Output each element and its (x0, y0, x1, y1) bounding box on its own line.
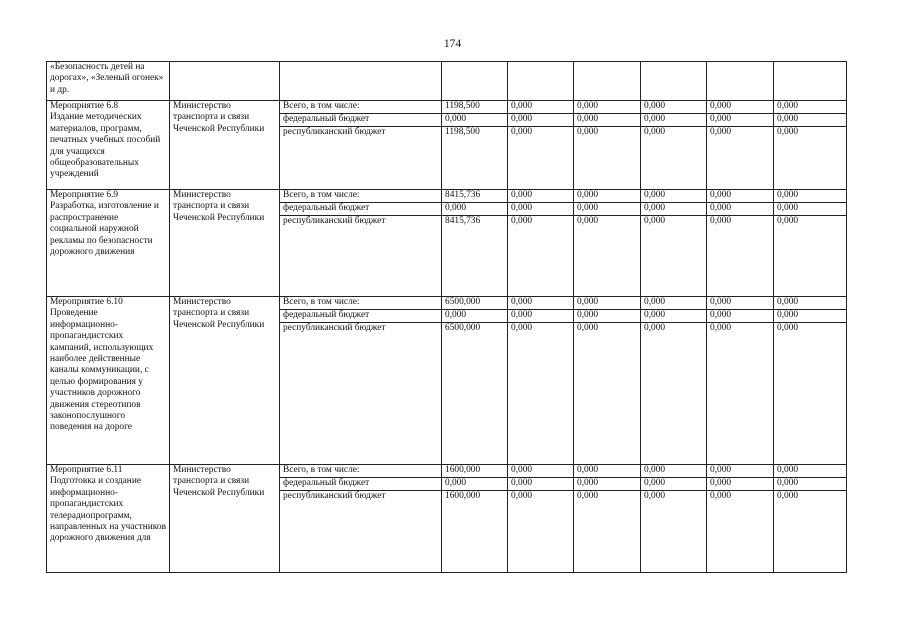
value-cell: 0,000 (508, 478, 574, 491)
value-cell: 0,000 (774, 190, 847, 203)
value-cell: 0,000 (574, 114, 641, 127)
measure-title: Мероприятие 6.10 (50, 297, 123, 307)
funding-source-cell: республиканский бюджет (280, 491, 442, 573)
value-cell: 0,000 (707, 478, 774, 491)
value-cell: 0,000 (641, 491, 707, 573)
value-cell: 1198,500 (442, 101, 508, 114)
funding-source-cell: федеральный бюджет (280, 310, 442, 323)
measure-description: Разработка, изготовление и распространение социальной наружной рекламы по безопасности дорожного движения (50, 201, 159, 258)
measure-description: Издание методических материалов, программ, печатных учебных пособий для учащихся общеобразовательных учреждений (50, 112, 161, 180)
measure-cell (47, 190, 170, 297)
value-cell: 0,000 (574, 203, 641, 216)
measure-cell (47, 101, 170, 190)
value-cell: 0,000 (508, 465, 574, 478)
budget-table (46, 61, 847, 573)
funding-source-cell: Всего, в том числе: (280, 190, 442, 203)
table-row (47, 465, 847, 478)
executor-cell: Министерство транспорта и связи Чеченской Республики (170, 297, 280, 465)
value-cell: 0,000 (707, 203, 774, 216)
value-cell: 0,000 (508, 491, 574, 573)
value-cell (574, 62, 641, 101)
value-cell: 0,000 (574, 216, 641, 297)
value-cell: 0,000 (707, 190, 774, 203)
value-cell: 8415,736 (442, 190, 508, 203)
value-cell: 0,000 (641, 216, 707, 297)
value-cell: 0,000 (774, 491, 847, 573)
funding-source-cell: Всего, в том числе: (280, 101, 442, 114)
value-cell: 0,000 (508, 127, 574, 190)
value-cell: 0,000 (774, 216, 847, 297)
executor-cell (170, 62, 280, 101)
value-cell: 0,000 (508, 297, 574, 310)
value-cell (774, 62, 847, 101)
value-cell: 0,000 (774, 101, 847, 114)
funding-source-cell: федеральный бюджет (280, 114, 442, 127)
funding-source-cell: республиканский бюджет (280, 216, 442, 297)
executor-cell: Министерство транспорта и связи Чеченской Республики (170, 101, 280, 190)
value-cell: 6500,000 (442, 297, 508, 310)
value-cell: 0,000 (574, 297, 641, 310)
value-cell: 0,000 (574, 478, 641, 491)
table-row (47, 62, 847, 101)
value-cell: 0,000 (774, 310, 847, 323)
value-cell: 0,000 (707, 216, 774, 297)
value-cell: 0,000 (574, 323, 641, 465)
value-cell: 0,000 (508, 216, 574, 297)
value-cell: 0,000 (574, 127, 641, 190)
value-cell: 0,000 (442, 203, 508, 216)
value-cell: 0,000 (707, 127, 774, 190)
funding-source-cell: республиканский бюджет (280, 127, 442, 190)
value-cell: 0,000 (641, 203, 707, 216)
value-cell: 0,000 (707, 491, 774, 573)
value-cell: 0,000 (508, 310, 574, 323)
value-cell: 0,000 (774, 203, 847, 216)
value-cell: 8415,736 (442, 216, 508, 297)
measure-cell (47, 297, 170, 465)
executor-cell: Министерство транспорта и связи Чеченской Республики (170, 465, 280, 573)
measure-description-cell: «Безопасность детей на дорогах», «Зеленый огонек» и др. (47, 62, 170, 101)
value-cell: 0,000 (707, 323, 774, 465)
measure-description: Проведение информационно-пропагандистских кампаний, использующих наиболее действенные каналы коммуникации, с целью формирования у участников дорожного движения стереотипов законопослушного поведения на дороге (50, 308, 154, 433)
funding-source-cell: республиканский бюджет (280, 323, 442, 465)
value-cell: 0,000 (641, 190, 707, 203)
value-cell: 0,000 (508, 190, 574, 203)
value-cell: 0,000 (774, 127, 847, 190)
funding-source-cell: федеральный бюджет (280, 203, 442, 216)
value-cell: 0,000 (774, 114, 847, 127)
value-cell: 0,000 (574, 465, 641, 478)
value-cell: 0,000 (574, 190, 641, 203)
value-cell: 0,000 (508, 114, 574, 127)
value-cell: 0,000 (508, 203, 574, 216)
measure-title: Мероприятие 6.9 (50, 190, 119, 200)
value-cell: 0,000 (707, 297, 774, 310)
value-cell (442, 62, 508, 101)
measure-title: Мероприятие 6.8 (50, 101, 119, 111)
value-cell: 0,000 (442, 310, 508, 323)
value-cell: 0,000 (508, 323, 574, 465)
value-cell: 0,000 (641, 101, 707, 114)
value-cell: 0,000 (707, 310, 774, 323)
funding-source-cell (280, 62, 442, 101)
value-cell: 0,000 (574, 491, 641, 573)
value-cell (508, 62, 574, 101)
value-cell: 0,000 (574, 310, 641, 323)
value-cell: 0,000 (774, 297, 847, 310)
value-cell: 0,000 (508, 101, 574, 114)
executor-cell: Министерство транспорта и связи Чеченской Республики (170, 190, 280, 297)
value-cell: 6500,000 (442, 323, 508, 465)
measure-cell (47, 465, 170, 573)
value-cell: 0,000 (641, 127, 707, 190)
funding-source-cell: Всего, в том числе: (280, 297, 442, 310)
page-number: 174 (443, 38, 462, 50)
value-cell: 0,000 (641, 297, 707, 310)
value-cell: 0,000 (641, 465, 707, 478)
value-cell: 1600,000 (442, 465, 508, 478)
value-cell: 0,000 (641, 323, 707, 465)
measure-title: Мероприятие 6.11 (50, 465, 123, 475)
value-cell (707, 62, 774, 101)
value-cell: 0,000 (707, 114, 774, 127)
value-cell: 0,000 (641, 478, 707, 491)
value-cell: 1600,000 (442, 491, 508, 573)
value-cell: 0,000 (707, 465, 774, 478)
table-row (47, 101, 847, 114)
table-row (47, 297, 847, 310)
value-cell: 0,000 (774, 323, 847, 465)
value-cell (641, 62, 707, 101)
value-cell: 0,000 (574, 101, 641, 114)
funding-source-cell: федеральный бюджет (280, 478, 442, 491)
value-cell: 0,000 (707, 101, 774, 114)
value-cell: 0,000 (442, 114, 508, 127)
value-cell: 0,000 (774, 478, 847, 491)
value-cell: 0,000 (641, 310, 707, 323)
value-cell: 0,000 (774, 465, 847, 478)
table-row (47, 190, 847, 203)
measure-description: Подготовка и создание информационно-пропагандистских телерадиопрограмм, направленных на участников дорожного движения для (50, 476, 166, 544)
value-cell: 0,000 (442, 478, 508, 491)
value-cell: 0,000 (641, 114, 707, 127)
value-cell: 1198,500 (442, 127, 508, 190)
funding-source-cell: Всего, в том числе: (280, 465, 442, 478)
